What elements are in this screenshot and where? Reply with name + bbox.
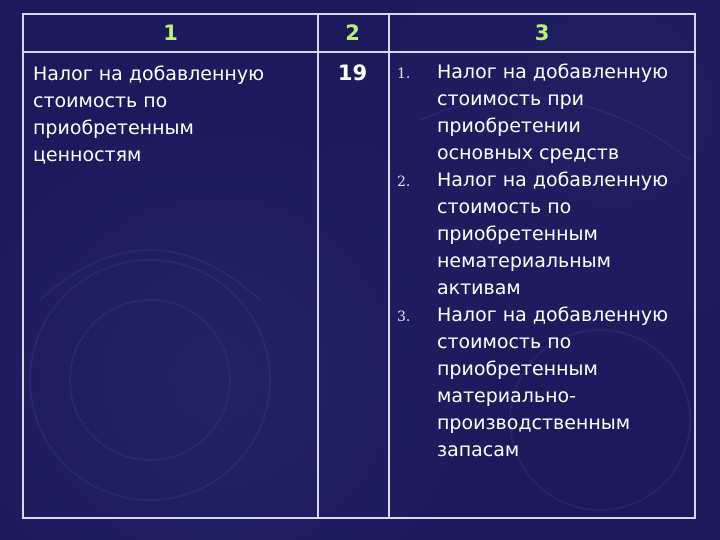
header-col-2: 2 (345, 21, 360, 45)
list-item-line: Налог на добавленную (437, 169, 669, 191)
column-divider-1 (317, 15, 319, 517)
list-item-line: активам (437, 277, 521, 299)
cell-col-1-line: приобретенным (33, 117, 194, 139)
list-item-line: нематериальным (437, 250, 611, 272)
list-item (397, 167, 697, 302)
list-item-line: запасам (437, 439, 520, 461)
list-marker: 3. (397, 309, 411, 325)
data-table (22, 13, 696, 519)
list-item-line: Налог на добавленную (437, 61, 669, 83)
list-item-line: производственным (437, 412, 631, 434)
header-divider (24, 51, 694, 53)
list-marker: 1. (397, 66, 411, 82)
cell-col-1-line: стоимость по (33, 90, 168, 112)
list-item-line: стоимость по (437, 331, 572, 353)
list-marker: 2. (397, 174, 411, 190)
header-col-3: 3 (534, 21, 550, 45)
column-divider-2 (388, 15, 390, 517)
list-item-line: материально- (437, 385, 577, 407)
list-item-line: стоимость при (437, 88, 585, 110)
list-item-line: приобретенным (437, 358, 598, 380)
header-col-1: 1 (163, 21, 178, 45)
cell-col-1 (33, 61, 313, 169)
list-item (397, 302, 697, 464)
list-item (397, 59, 697, 167)
list-item-line: стоимость по (437, 196, 572, 218)
cell-col-3-list (397, 59, 697, 464)
list-item-line: приобретении (437, 115, 581, 137)
list-item-line: приобретенным (437, 223, 598, 245)
cell-col-1-line: ценностям (33, 144, 142, 166)
cell-col-1-line: Налог на добавленную (33, 63, 265, 85)
cell-col-2: 19 (337, 61, 368, 85)
list-item-line: основных средств (437, 142, 620, 164)
list-item-line: Налог на добавленную (437, 304, 669, 326)
